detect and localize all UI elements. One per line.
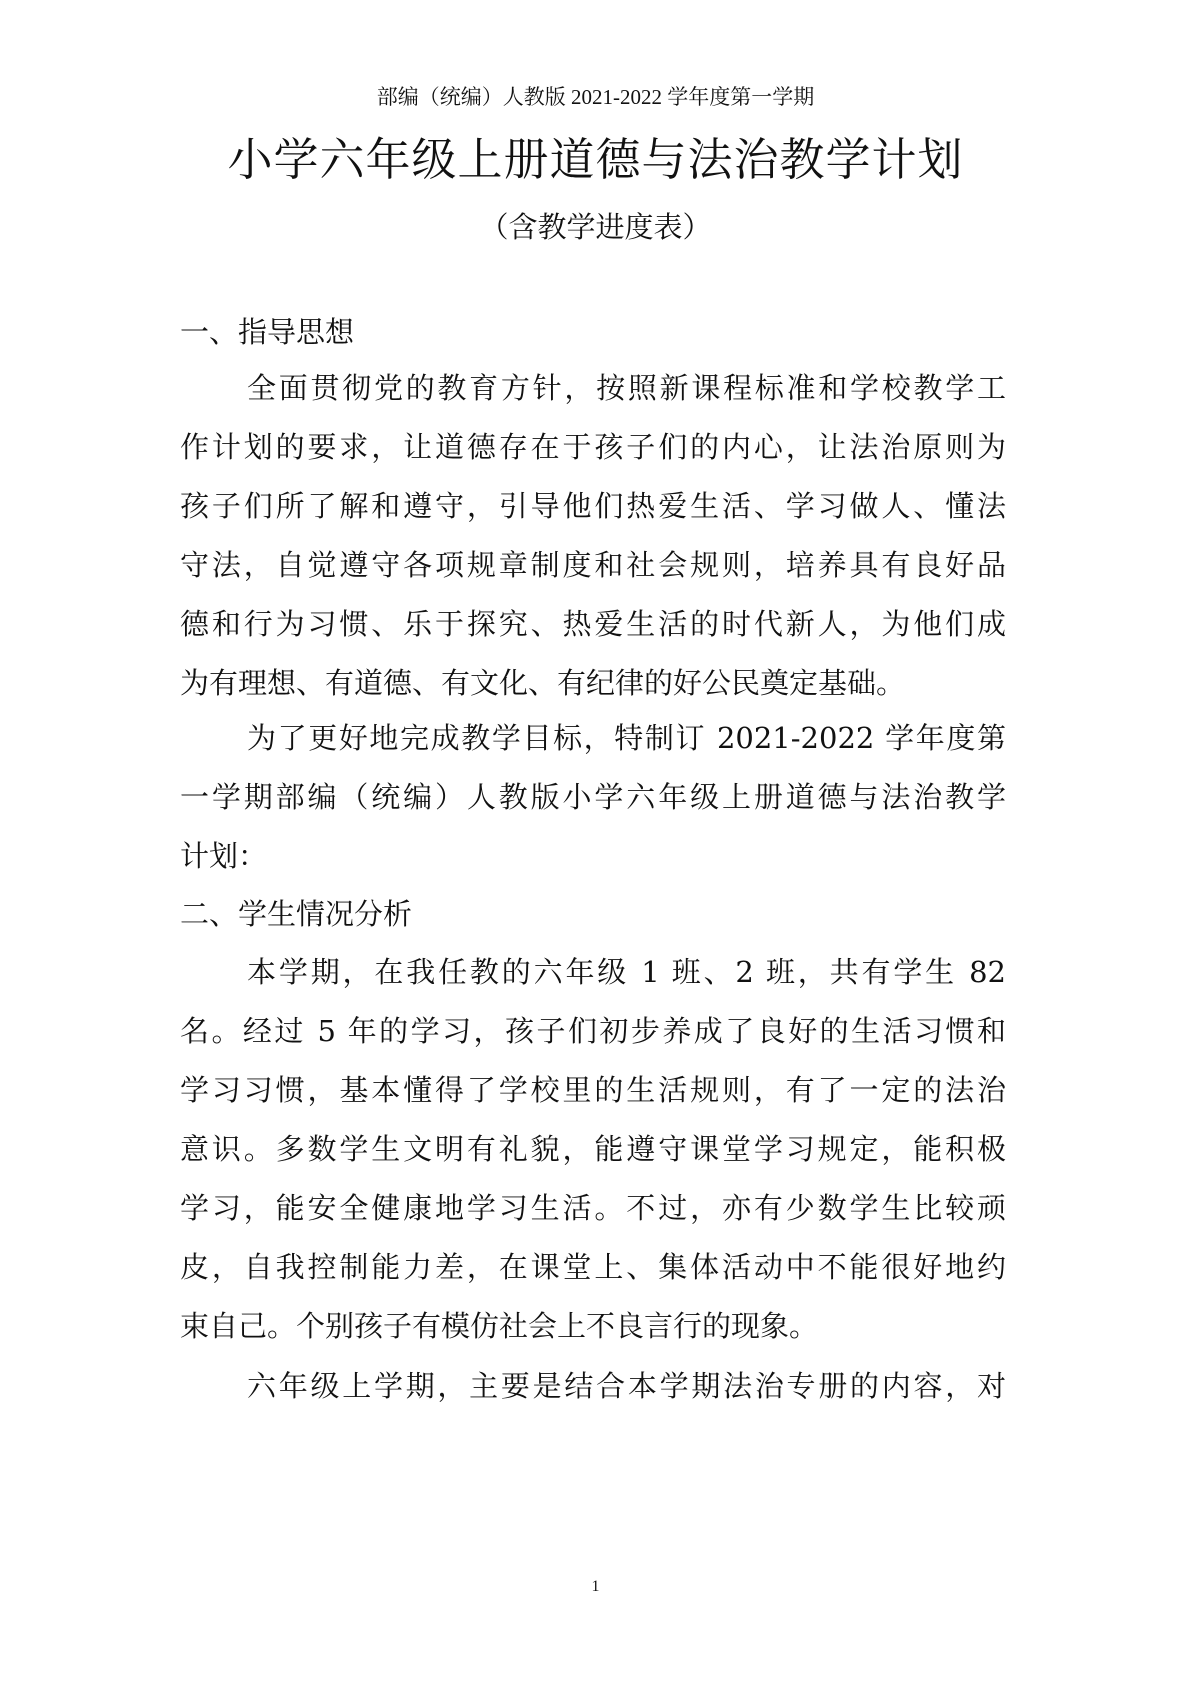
document-title: 小学六年级上册道德与法治教学计划 xyxy=(227,133,964,186)
paragraph-line: 六年级上学期，主要是结合本学期法治专册的内容，对 xyxy=(247,1369,1006,1403)
paragraph-line: 本学期，在我任教的六年级 1 班、2 班，共有学生 82 xyxy=(247,955,1006,989)
paragraph-line: 为了更好地完成教学目标，特制订 2021-2022 学年度第 xyxy=(247,721,1006,755)
paragraph-line: 全面贯彻党的教育方针，按照新课程标准和学校教学工 xyxy=(247,371,1006,405)
paragraph-line: 德和行为习惯、乐于探究、热爱生活的时代新人，为他们成 xyxy=(180,607,1006,641)
paragraph-line: 孩子们所了解和遵守，引导他们热爱生活、学习做人、懂法 xyxy=(180,489,1006,523)
section-heading-guiding-thought: 一、指导思想 xyxy=(180,315,355,349)
paragraph-line: 学习，能安全健康地学习生活。不过，亦有少数学生比较顽 xyxy=(180,1191,1006,1225)
paragraph-line: 作计划的要求，让道德存在于孩子们的内心，让法治原则为 xyxy=(180,430,1006,464)
paragraph-line: 皮，自我控制能力差，在课堂上、集体活动中不能很好地约 xyxy=(180,1250,1006,1284)
paragraph-line: 名。经过 5 年的学习，孩子们初步养成了良好的生活习惯和 xyxy=(180,1014,1006,1048)
paragraph-line: 束自己。个别孩子有模仿社会上不良言行的现象。 xyxy=(180,1309,819,1343)
document-header: 部编（统编）人教版 2021-2022 学年度第一学期 xyxy=(376,85,815,109)
paragraph-line: 守法，自觉遵守各项规章制度和社会规则，培养具有良好品 xyxy=(180,548,1006,582)
section-heading-student-analysis: 二、学生情况分析 xyxy=(180,897,413,931)
paragraph-line: 计划： xyxy=(180,839,268,873)
paragraph-line: 意识。多数学生文明有礼貌，能遵守课堂学习规定，能积极 xyxy=(180,1132,1006,1166)
page-number: 1 xyxy=(591,1578,600,1595)
paragraph-line: 一学期部编（统编）人教版小学六年级上册道德与法治教学 xyxy=(180,780,1006,814)
document-subtitle: （含教学进度表） xyxy=(479,210,712,244)
paragraph-line: 为有理想、有道德、有文化、有纪律的好公民奠定基础。 xyxy=(180,666,906,700)
paragraph-line: 学习习惯，基本懂得了学校里的生活规则，有了一定的法治 xyxy=(180,1073,1006,1107)
